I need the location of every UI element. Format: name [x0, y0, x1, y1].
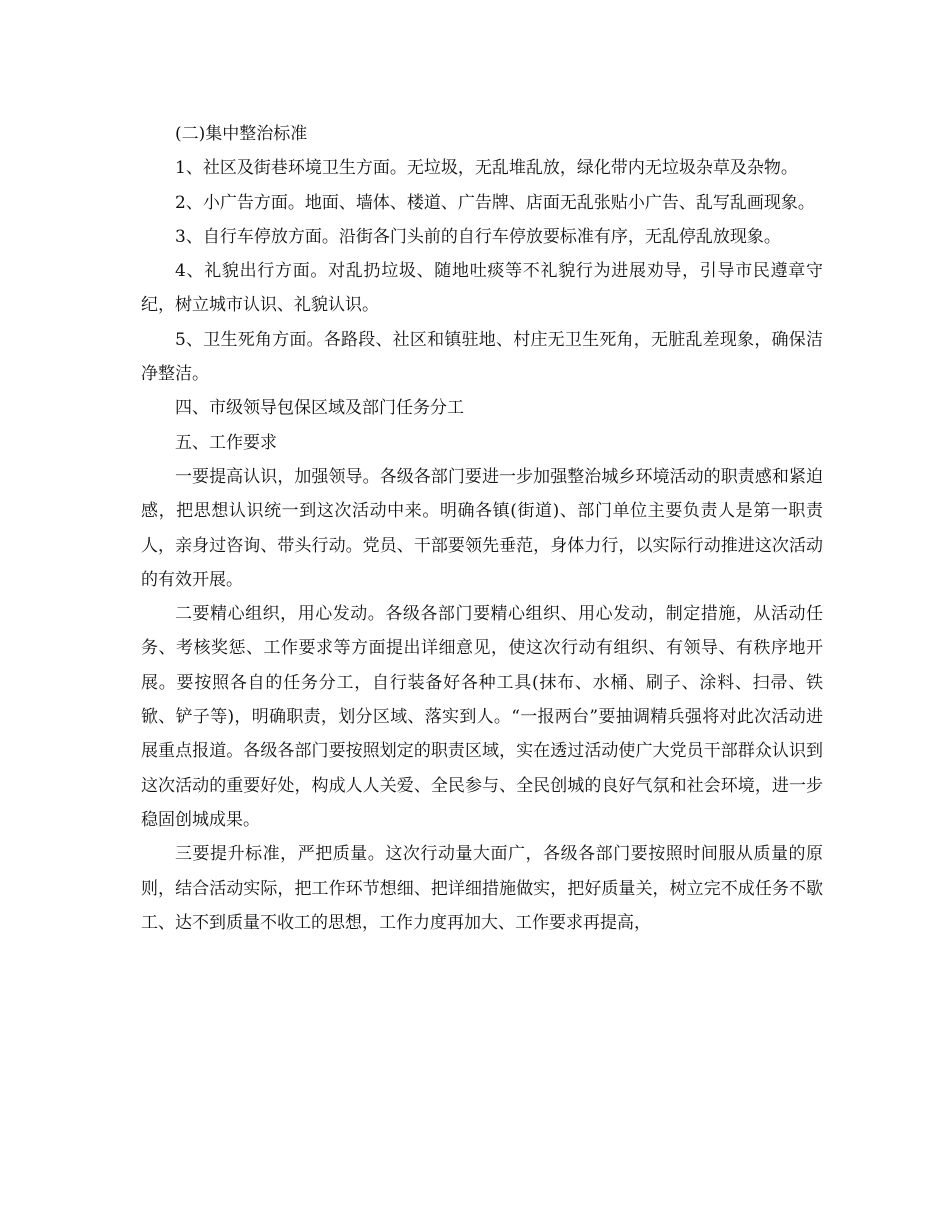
document-body — [141, 117, 823, 940]
paragraph-item-3: 3、自行车停放方面。沿街各门头前的自行车停放要标准有序，无乱停乱放现象。 — [175, 226, 781, 247]
paragraph-requirement-1: 一要提高认识，加强领导。各级各部门要进一步加强整治城乡环境活动的职责感和紧迫感，把思想认识统一到这次活动中来。明确各镇(街道)、部门单位主要负责人是第一职责人，亲身过咨询、带头行动。党员、干部要领先垂范，身体力行，以实际行动推进这次活动的有效开展。 — [141, 466, 823, 590]
paragraph-item-2: 2、小广告方面。地面、墙体、楼道、广告牌、店面无乱张贴小广告、乱写乱画现象。 — [175, 192, 815, 213]
section-heading-requirements: 五、工作要求 — [175, 432, 277, 453]
section-heading-leadership: 四、市级领导包保区域及部门任务分工 — [175, 398, 464, 419]
paragraph-item-1: 1、社区及街巷环境卫生方面。无垃圾，无乱堆乱放，绿化带内无垃圾杂草及杂物。 — [175, 158, 798, 179]
paragraph-item-5: 5、卫生死角方面。各路段、社区和镇驻地、村庄无卫生死角，无脏乱差现象，确保洁净整洁。 — [141, 329, 823, 385]
paragraph-item-4: 4、礼貌出行方面。对乱扔垃圾、随地吐痰等不礼貌行为进展劝导，引导市民遵章守纪，树立城市认识、礼貌认识。 — [141, 261, 823, 316]
section-heading-standards: (二)集中整治标准 — [175, 124, 308, 144]
paragraph-requirement-2: 二要精心组织，用心发动。各级各部门要精心组织、用心发动，制定措施，从活动任务、考核奖惩、工作要求等方面提出详细意见，使这次行动有组织、有领导、有秩序地开展。要按照各自的任务分工，自行装备好各种工具(抹布、水桶、刷子、涂料、扫帚、铁锨、铲子等)，明确职责，划分区域、落实到人。“一报两台”要抽调精兵强将对此次活动进展重点报道。各级各部门要按照划定的职责区域，实在透过活动使广大党员干部群众认识到这次活动的重要好处，构成人人关爱、全民参与、全民创城的良好气氛和社会环境，进一步稳固创城成果。 — [141, 604, 823, 830]
paragraph-requirement-3: 三要提升标准，严把质量。这次行动量大面广，各级各部门要按照时间服从质量的原则，结合活动实际，把工作环节想细、把详细措施做实，把好质量关，树立完不成任务不歇工、达不到质量不收工的思想，工作力度再加大、工作要求再提高， — [141, 844, 823, 933]
